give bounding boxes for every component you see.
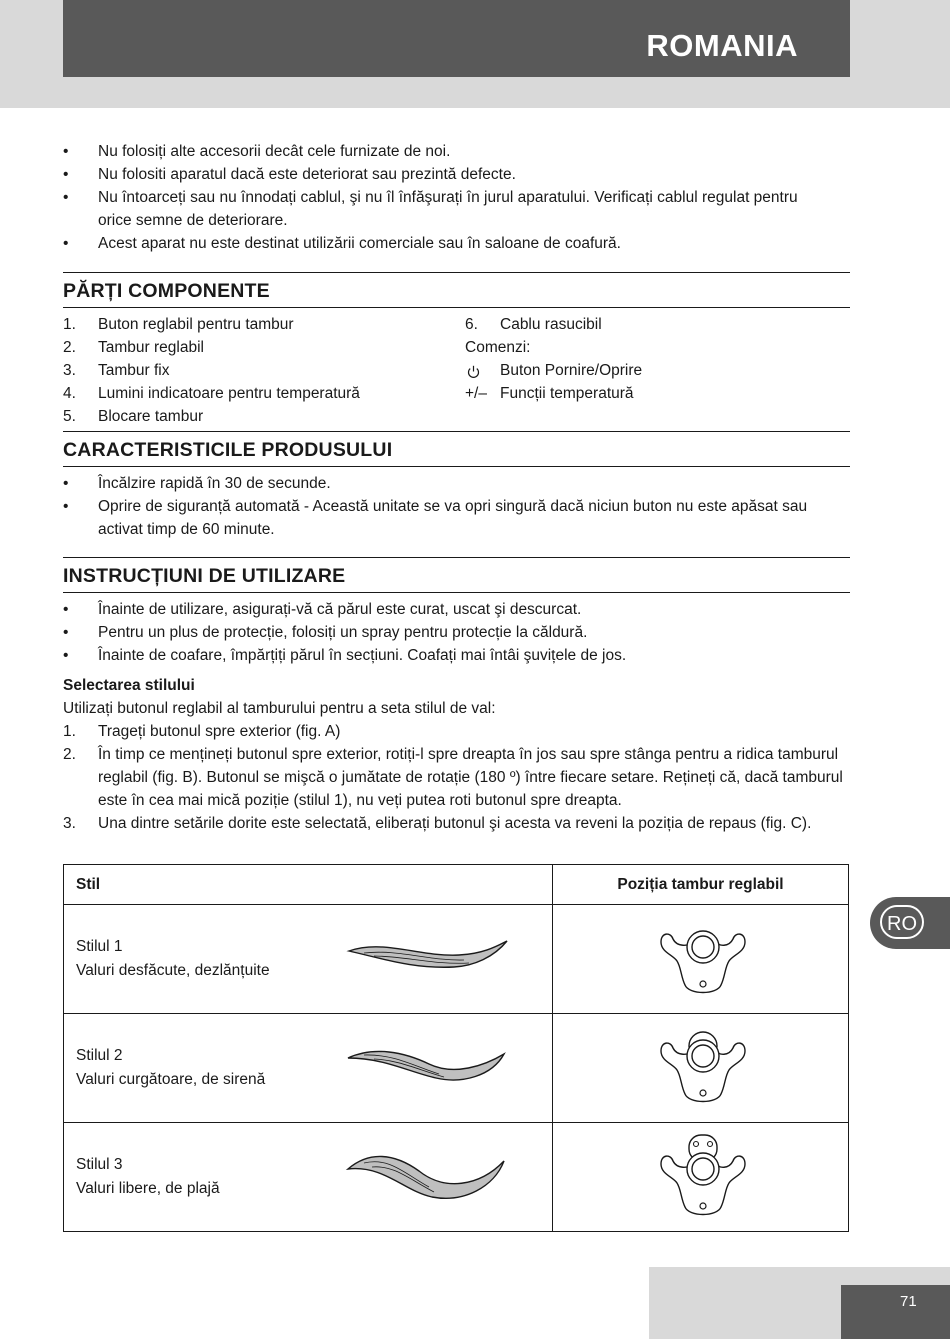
- list-item: 6. Cablu rasucibil: [465, 316, 602, 333]
- table-header-position: Poziția tambur reglabil: [553, 865, 849, 905]
- barrel-position-3-icon: [641, 1131, 761, 1219]
- page-number: 71: [900, 1293, 917, 1310]
- table-header-style: Stil: [64, 865, 553, 905]
- section-heading-features: CARACTERISTICILE PRODUSULUI: [63, 431, 850, 467]
- wave-style-1-image: [344, 929, 514, 989]
- list-item: 3. Una dintre setările dorite este selectată, eliberați butonul şi acesta va reveni la poziția de repaus (fig. C).: [63, 815, 812, 832]
- wave-style-3-image: [344, 1147, 514, 1207]
- table-row: [64, 905, 849, 1014]
- instructions-list: [63, 598, 850, 667]
- footer-bar: [841, 1285, 950, 1339]
- list-item: • Acest aparat nu este destinat utilizării comerciale sau în saloane de coafură.: [63, 232, 850, 255]
- table-row: [64, 1123, 849, 1232]
- warnings-list: [63, 140, 850, 255]
- list-item: • Înainte de utilizare, asigurați-vă că părul este curat, uscat şi descurcat.: [63, 598, 850, 621]
- list-item: +/– Funcții temperatură: [465, 385, 634, 402]
- list-item: 2. În timp ce mențineți butonul spre exterior, rotiți-l spre dreapta în jos sau spre stânga pentru a ridica tamburul reglabil (fig. B). Butonul se mişcă o jumătate de rotație (180 º) între fiecare setare. Rețineți că, dacă tamburul este în cea mai mică poziție (stilul 1), nu veți putea roti butonul spre dreapta.: [63, 746, 843, 809]
- wave-style-2-image: [344, 1038, 514, 1098]
- header-bar: [63, 0, 850, 77]
- barrel-position-1-icon: [641, 917, 761, 997]
- list-item: • Nu folositi aparatul dacă este deteriorat sau prezintă defecte.: [63, 163, 850, 186]
- table-header-row: [64, 865, 849, 905]
- steps-list: [63, 720, 850, 835]
- list-item: • Oprire de siguranță automată - Această unitate se va opri singură dacă niciun buton nu este apăsat sau activat timp de 60 minute.: [63, 495, 850, 541]
- page-title: ROMANIA: [646, 28, 798, 63]
- style-desc: Valuri curgătoare, de sirenă: [76, 1071, 266, 1088]
- list-item: • Nu întoarceți sau nu înnodați cablul, şi nu îl înfăşurați în jurul aparatului. Verificați cablul regulat pentru orice semne de deteriorare.: [63, 186, 850, 232]
- list-item: • Înainte de coafare, împărțiți părul în secțiuni. Coafați mai întâi şuvițele de jos.: [63, 644, 850, 667]
- parts-list: 1. Buton reglabil pentru tambur 2. Tambur reglabil 3. Tambur fix 4. Lumini indicatoare pentru temperatură 5. Blocare tambur 6. Cablu rasucibil Comenzi: Buton Pornire/Oprire +/– Funcții temperatură: [63, 313, 850, 428]
- main-content: [63, 140, 850, 835]
- barrel-position-2-icon: [641, 1026, 761, 1106]
- intro-text: Utilizați butonul reglabil al tamburului pentru a seta stilul de val:: [63, 700, 496, 717]
- features-list: [63, 472, 850, 541]
- section-heading-parts: PĂRȚI COMPONENTE: [63, 272, 850, 308]
- list-item: 1. Trageți butonul spre exterior (fig. A): [63, 723, 341, 740]
- language-side-tab: [870, 897, 950, 949]
- style-desc: Valuri desfăcute, dezlănțuite: [76, 962, 270, 979]
- list-item: • Pentru un plus de protecție, folosiți un spray pentru protecție la căldură.: [63, 621, 850, 644]
- section-heading-instructions: INSTRUCȚIUNI DE UTILIZARE: [63, 557, 850, 593]
- list-item: • Încălzire rapidă în 30 de secunde.: [63, 472, 850, 495]
- styles-table: [63, 864, 849, 1232]
- list-item: • Nu folosiți alte accesorii decât cele furnizate de noi.: [63, 140, 850, 163]
- style-name: Stilul 2: [76, 1047, 123, 1064]
- style-name: Stilul 3: [76, 1156, 123, 1173]
- style-desc: Valuri libere, de plajă: [76, 1180, 220, 1197]
- table-row: [64, 1014, 849, 1123]
- style-name: Stilul 1: [76, 938, 123, 955]
- list-item: Buton Pornire/Oprire: [465, 359, 530, 382]
- subheading-style-selection: Selectarea stilului: [63, 677, 195, 694]
- controls-label: Comenzi:: [465, 339, 531, 356]
- language-badge: RO: [880, 905, 924, 939]
